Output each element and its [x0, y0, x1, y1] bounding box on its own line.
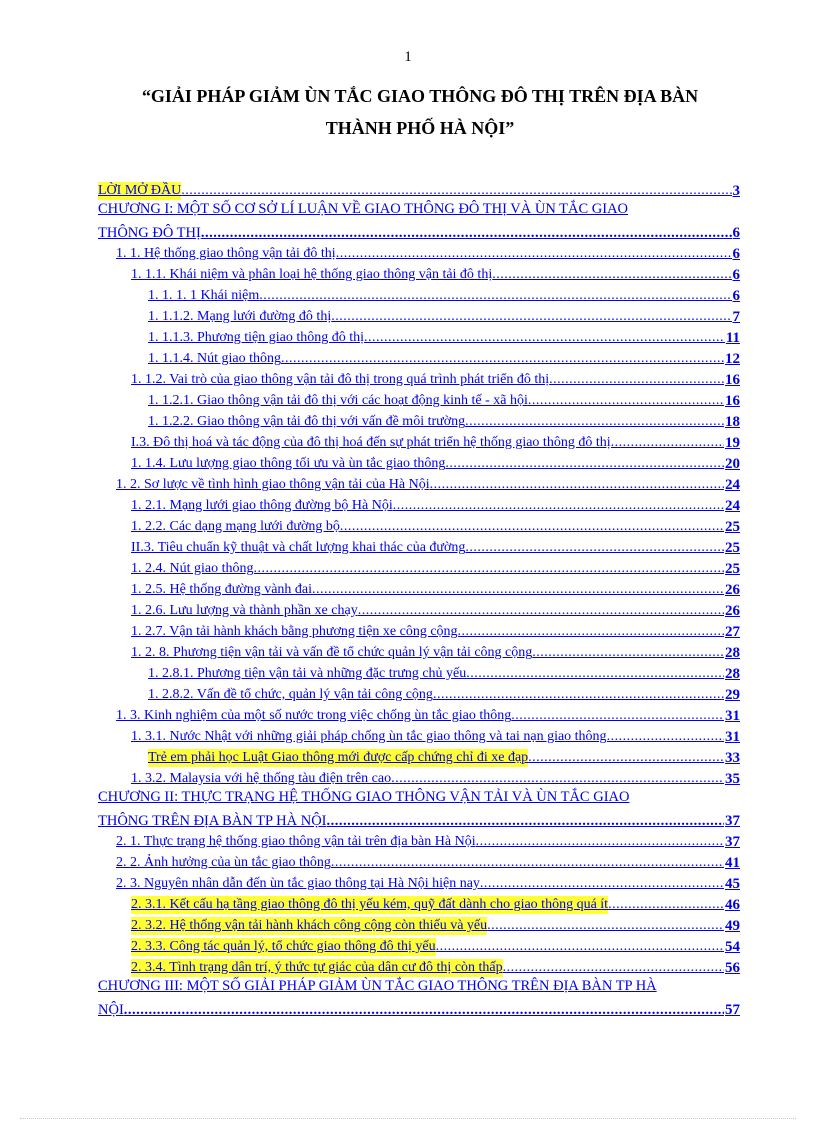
toc-entry-label: 1. 1.2. Vai trò của giao thông vận tải đô thị trong quá trình phát triển đô thị	[131, 372, 550, 387]
toc-entry-page-number: 28	[725, 645, 740, 661]
toc-dot-leader	[511, 707, 724, 725]
toc-entry-label: THÔNG TRÊN ĐỊA BÀN TP HÀ NỘI	[98, 813, 327, 829]
toc-dot-leader	[336, 245, 732, 263]
toc-entry-label: 1. 2. Sơ lược về tình hình giao thông vận tải của Hà Nội	[116, 477, 430, 492]
toc-dot-leader	[607, 728, 724, 746]
toc-entry-page-number: 6	[732, 225, 740, 241]
toc-entry[interactable]	[148, 390, 740, 410]
toc-entry-label: I.3. Đô thị hoá và tác động của đô thị hoá đến sự phát triển hệ thống giao thông đô thị	[131, 435, 611, 450]
toc-heading-line[interactable]: CHƯƠNG I: MỘT SỐ CƠ SỞ LÍ LUẬN VỀ GIAO THÔNG ĐÔ THỊ VÀ ÙN TẮC GIAO	[98, 201, 629, 217]
toc-entry[interactable]	[131, 894, 740, 914]
toc-entry[interactable]	[98, 999, 740, 1019]
toc-entry-page-number: 12	[725, 351, 740, 367]
toc-entry-label: 1. 1.4. Lưu lượng giao thông tối ưu và ùn tắc giao thông	[131, 456, 446, 471]
toc-entry[interactable]	[98, 180, 740, 200]
toc-entry[interactable]	[131, 726, 740, 746]
toc-entry[interactable]	[131, 768, 740, 788]
toc-entry-label: 1. 2.6. Lưu lượng và thành phần xe chạy	[131, 603, 358, 618]
toc-entry-page-number: 26	[725, 582, 740, 598]
toc-dot-leader	[254, 560, 725, 578]
toc-entry-page-number: 37	[725, 813, 740, 829]
toc-dot-leader	[608, 896, 724, 914]
toc-entry[interactable]	[131, 432, 740, 452]
toc-entry[interactable]	[148, 663, 740, 683]
toc-dot-leader	[430, 476, 724, 494]
toc-dot-leader	[331, 308, 731, 326]
toc-entry-label: 2. 3.4. Tình trạng dân trí, ý thức tự giác của dân cư đô thị còn thấp	[131, 960, 503, 975]
toc-entry-label: 1. 3.1. Nước Nhật với những giải pháp chống ùn tắc giao thông và tai nạn giao thông	[131, 729, 607, 744]
toc-entry[interactable]	[116, 873, 740, 893]
toc-entry[interactable]	[116, 243, 740, 263]
toc-entry-label: 1. 1.1.3. Phương tiện giao thông đô thị	[148, 330, 365, 345]
toc-entry[interactable]	[131, 516, 740, 536]
toc-entry-label: 1. 2.5. Hệ thống đường vành đai	[131, 582, 313, 597]
toc-entry-page-number: 35	[725, 771, 740, 787]
toc-dot-leader	[312, 581, 724, 599]
toc-dot-leader	[433, 686, 724, 704]
toc-dot-leader	[445, 455, 724, 473]
toc-dot-leader	[124, 1001, 724, 1019]
toc-entry-label: 1. 1.2.2. Giao thông vận tải đô thị với vấn đề môi trường	[148, 414, 466, 429]
toc-entry[interactable]	[148, 327, 740, 347]
toc-dot-leader	[391, 770, 724, 788]
toc-entry-label: 1. 2.1. Mạng lưới giao thông đường bộ Hà Nội	[131, 498, 393, 513]
toc-entry-page-number: 11	[725, 330, 740, 346]
toc-dot-leader	[259, 287, 731, 305]
toc-entry[interactable]	[148, 411, 740, 431]
toc-entry[interactable]	[148, 306, 740, 326]
toc-entry-label: Trẻ em phải học Luật Giao thông mới được cấp chứng chỉ đi xe đạp	[148, 750, 529, 765]
toc-entry-page-number: 6	[732, 246, 740, 262]
toc-entry-page-number: 28	[725, 666, 740, 682]
toc-dot-leader	[281, 350, 724, 368]
document-title-line-1: “GIẢI PHÁP GIẢM ÙN TẮC GIAO THÔNG ĐÔ THỊ TRÊN ĐỊA BÀN	[141, 86, 699, 106]
page-bottom-rule	[20, 1118, 796, 1119]
toc-entry-label: NỘI	[98, 1002, 124, 1018]
toc-entry-page-number: 57	[725, 1002, 740, 1018]
toc-dot-leader	[393, 497, 724, 515]
toc-entry[interactable]	[98, 222, 740, 242]
toc-entry-page-number: 31	[725, 708, 740, 724]
toc-entry-page-number: 41	[725, 855, 740, 871]
toc-dot-leader	[358, 602, 724, 620]
toc-entry[interactable]	[131, 495, 740, 515]
toc-entry-label: II.3. Tiêu chuẩn kỹ thuật và chất lượng khai thác của đường	[131, 540, 466, 555]
toc-entry[interactable]	[131, 936, 740, 956]
document-title-line-2: THÀNH PHỐ HÀ NỘI”	[325, 118, 515, 138]
toc-entry-label: 2. 2. Ảnh hưởng của ùn tắc giao thông	[116, 855, 331, 870]
toc-entry[interactable]	[131, 369, 740, 389]
toc-entry-label: 1. 2.7. Vận tải hành khách bằng phương tiện xe công cộng	[131, 624, 458, 639]
toc-entry[interactable]	[131, 537, 740, 557]
toc-dot-leader	[480, 875, 724, 893]
toc-entry-page-number: 6	[732, 267, 740, 283]
toc-entry[interactable]	[131, 915, 740, 935]
toc-entry-label: 1. 1.1.2. Mạng lưới đường đô thị	[148, 309, 332, 324]
toc-entry[interactable]	[131, 264, 740, 284]
toc-dot-leader	[549, 371, 724, 389]
toc-entry-label: LỜI MỞ ĐẦU	[98, 183, 182, 198]
toc-dot-leader	[458, 623, 724, 641]
toc-dot-leader	[503, 959, 724, 977]
toc-dot-leader	[327, 812, 724, 830]
toc-entry[interactable]	[131, 621, 740, 641]
toc-entry-label: 1. 3.2. Malaysia với hệ thống tàu điện trên cao	[131, 771, 392, 786]
toc-dot-leader	[331, 854, 724, 872]
toc-entry-label: THÔNG ĐÔ THỊ	[98, 225, 201, 241]
toc-entry-page-number: 45	[725, 876, 740, 892]
toc-entry-page-number: 26	[725, 603, 740, 619]
toc-dot-leader	[528, 749, 724, 767]
toc-entry-label: 2. 3.1. Kết cấu hạ tầng giao thông đô thị yếu kém, quỹ đất dành cho giao thông quá ít	[131, 897, 609, 912]
toc-heading-line[interactable]: CHƯƠNG II: THỰC TRẠNG HỆ THỐNG GIAO THÔNG VẬN TẢI VÀ ÙN TẮC GIAO	[98, 789, 630, 805]
toc-entry[interactable]	[116, 474, 740, 494]
toc-entry-label: 2. 1. Thực trạng hệ thống giao thông vận tải trên địa bàn Hà Nội	[116, 834, 476, 849]
toc-dot-leader	[528, 392, 724, 410]
toc-entry-label: 1. 2.8.1. Phương tiện vận tải và những đặc trưng chủ yếu	[148, 666, 467, 681]
toc-entry-label: 2. 3. Nguyên nhân dẫn đến ùn tắc giao thông tại Hà Nội hiện nay	[116, 876, 480, 891]
toc-entry-label: 1. 1.2.1. Giao thông vận tải đô thị với các hoạt động kinh tế - xã hội	[148, 393, 528, 408]
toc-entry-page-number: 33	[725, 750, 740, 766]
toc-dot-leader	[465, 539, 724, 557]
toc-heading-line[interactable]: CHƯƠNG III: MỘT SỐ GIẢI PHÁP GIẢM ÙN TẮC GIAO THÔNG TRÊN ĐỊA BÀN TP HÀ	[98, 978, 657, 994]
toc-entry-label: 2. 3.3. Công tác quản lý, tổ chức giao thông đô thị yếu	[131, 939, 436, 954]
toc-entry[interactable]	[131, 558, 740, 578]
toc-dot-leader	[466, 665, 724, 683]
toc-entry-page-number: 56	[725, 960, 740, 976]
toc-dot-leader	[492, 266, 731, 284]
toc-entry-label: 1. 2. 8. Phương tiện vận tải và vấn đề tổ chức quản lý vận tải công cộng	[131, 645, 533, 660]
toc-entry-label: 1. 2.4. Nút giao thông	[131, 561, 254, 576]
toc-entry[interactable]	[131, 579, 740, 599]
toc-entry-page-number: 3	[732, 183, 740, 199]
page-number: 1	[404, 49, 412, 65]
toc-entry[interactable]	[148, 684, 740, 704]
toc-entry-page-number: 31	[725, 729, 740, 745]
toc-dot-leader	[436, 938, 724, 956]
toc-entry[interactable]	[148, 348, 740, 368]
toc-entry-page-number: 46	[725, 897, 740, 913]
toc-entry-label: 1. 1. Hệ thống giao thông vận tải đô thị	[116, 246, 336, 261]
toc-dot-leader	[532, 644, 724, 662]
toc-entry-page-number: 27	[725, 624, 740, 640]
toc-entry-page-number: 25	[725, 519, 740, 535]
toc-entry-label: 1. 1.1.4. Nút giao thông	[148, 351, 281, 366]
toc-entry-label: 1. 3. Kinh nghiệm của một số nước trong việc chống ùn tắc giao thông	[116, 708, 512, 723]
toc-entry-page-number: 16	[725, 372, 740, 388]
toc-entry-label: 1. 2.8.2. Vấn đề tổ chức, quản lý vận tải công cộng	[148, 687, 433, 702]
toc-entry[interactable]	[131, 453, 740, 473]
toc-entry[interactable]	[131, 600, 740, 620]
toc-entry[interactable]	[131, 957, 740, 977]
toc-dot-leader	[201, 224, 732, 242]
toc-entry-page-number: 24	[725, 498, 740, 514]
toc-dot-leader	[340, 518, 724, 536]
toc-dot-leader	[487, 917, 724, 935]
toc-entry-page-number: 16	[725, 393, 740, 409]
toc-entry[interactable]	[131, 642, 740, 662]
toc-dot-leader	[364, 329, 725, 347]
toc-entry-page-number: 37	[725, 834, 740, 850]
toc-entry-page-number: 19	[725, 435, 740, 451]
toc-entry-label: 1. 1. 1. 1 Khái niệm	[148, 288, 260, 303]
toc-entry-page-number: 54	[725, 939, 740, 955]
toc-entry-page-number: 25	[725, 540, 740, 556]
toc-entry-label: 2. 3.2. Hệ thống vận tải hành khách công cộng còn thiếu và yếu	[131, 918, 488, 933]
toc-entry[interactable]	[98, 810, 740, 830]
toc-dot-leader	[476, 833, 724, 851]
toc-entry-label: 1. 1.1. Khái niệm và phân loại hệ thống giao thông vận tải đô thị	[131, 267, 493, 282]
toc-entry[interactable]	[148, 285, 740, 305]
toc-entry-page-number: 49	[725, 918, 740, 934]
toc-entry[interactable]	[116, 831, 740, 851]
toc-entry-page-number: 18	[725, 414, 740, 430]
toc-entry[interactable]	[148, 747, 740, 767]
toc-entry-page-number: 29	[725, 687, 740, 703]
toc-entry-page-number: 20	[725, 456, 740, 472]
toc-dot-leader	[611, 434, 724, 452]
toc-entry-label: 1. 2.2. Các dạng mạng lưới đường bộ	[131, 519, 340, 534]
toc-entry-page-number: 25	[725, 561, 740, 577]
toc-dot-leader	[181, 182, 731, 200]
toc-entry-page-number: 6	[732, 288, 740, 304]
toc-entry-page-number: 7	[732, 309, 740, 325]
toc-entry[interactable]	[116, 705, 740, 725]
toc-entry-page-number: 24	[725, 477, 740, 493]
toc-entry[interactable]	[116, 852, 740, 872]
toc-dot-leader	[465, 413, 724, 431]
